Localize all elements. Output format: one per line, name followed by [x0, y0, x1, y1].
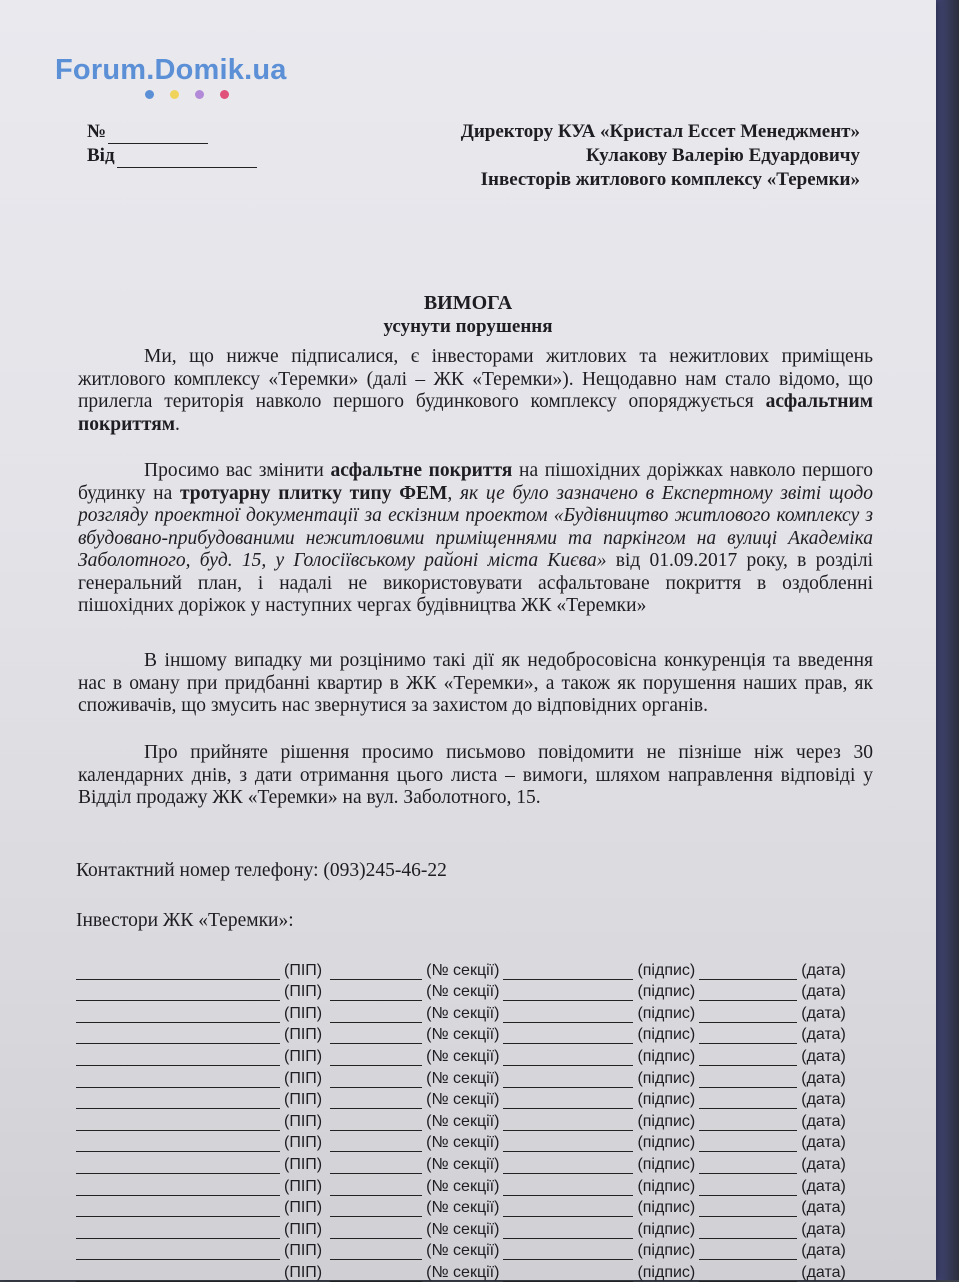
name-label: (ПІП)	[284, 1263, 323, 1281]
name-label: (ПІП)	[284, 1155, 323, 1173]
signature-blank-line	[503, 1092, 633, 1109]
signature-blank-line	[503, 1049, 633, 1066]
signature-label: (підпис)	[637, 983, 696, 1001]
signature-label: (підпис)	[637, 1155, 696, 1173]
section-label: (№ секції)	[426, 1069, 500, 1087]
section-blank-line	[330, 1071, 422, 1088]
date-label: (дата)	[801, 1134, 846, 1152]
date-label: Від	[87, 145, 115, 166]
addressee-block	[461, 120, 860, 192]
contact-phone-line: Контактний номер телефону: (093)245-46-22	[76, 860, 447, 881]
signature-blank-line	[503, 1243, 633, 1260]
signature-row	[76, 980, 876, 1002]
section-label: (№ секції)	[426, 1004, 500, 1022]
signature-row	[76, 1152, 876, 1174]
addressee-line: Інвесторів житлового комплексу «Теремки»	[480, 169, 860, 190]
bold-phrase: асфальтне покриття	[330, 460, 513, 481]
name-label: (ПІП)	[284, 1242, 323, 1260]
section-blank-line	[330, 1092, 422, 1109]
watermark-dot	[195, 90, 204, 99]
date-blank-line	[699, 1243, 797, 1260]
date-label: (дата)	[801, 1112, 846, 1130]
signature-row	[76, 1066, 876, 1088]
section-blank-line	[330, 1114, 422, 1131]
date-label: (дата)	[801, 1004, 846, 1022]
date-label: (дата)	[801, 1177, 846, 1195]
paragraph-4: Про прийняте рішення просимо письмово повідомити не пізніше ніж через 30 календарних днів, з дати отримання цього листа – вимоги, шляхом направлення відповіді у Відділ продажу ЖК «Теремки» на вул. Заболотного, 15.	[78, 742, 873, 808]
name-blank-line	[76, 1157, 280, 1174]
date-blank-line	[699, 1179, 797, 1196]
date-label: (дата)	[801, 1155, 846, 1173]
addressee-line: Директору КУА «Кристал Ессет Менеджмент»	[460, 121, 860, 142]
date-blank-line	[699, 1071, 797, 1088]
signature-blank-line	[503, 984, 633, 1001]
signature-label: (підпис)	[637, 1199, 696, 1217]
paragraph-2: Просимо вас змінити асфальтне покриття на пішохідних доріжках навколо першого будинку на тротуарну плитку типу ФЕМ, як це було зазначено в Експертному звіті щодо розгляду проектної документації за ескізним проектом «Будівництво житлового комплексу з вбудовано-прибудованими нежитловими приміщеннями та паркінгом на вулиці Академіка Заболотного, буд. 15, у Голосіївському районі міста Києва» від 01.09.2017 року, в розділі генеральний план, і надалі не використовувати асфальтоване покриття в оздобленні пішохідних доріжок у наступних чергах будівництва ЖК «Теремки»	[78, 460, 873, 616]
section-label: (№ секції)	[426, 1199, 500, 1217]
name-blank-line	[76, 1092, 280, 1109]
document-title: ВИМОГА	[423, 292, 513, 314]
section-label: (№ секції)	[426, 1134, 500, 1152]
section-label: (№ секції)	[426, 1047, 500, 1065]
signature-blank-line	[503, 1265, 633, 1282]
section-label: (№ секції)	[426, 1091, 500, 1109]
section-blank-line	[330, 1157, 422, 1174]
signature-row	[76, 1217, 876, 1239]
name-blank-line	[76, 1179, 280, 1196]
paragraph-1: Ми, що нижче підписалися, є інвесторами житлових та нежитлових приміщень житлового комплексу «Теремки» (далі – ЖК «Теремки»). Нещодавно нам стало відомо, що прилегла територія навколо першого будинкового комплексу опоряджується асфальтним покриттям.	[78, 346, 873, 435]
date-blank-line	[699, 1092, 797, 1109]
bold-phrase: асфальтним покриттям	[78, 391, 873, 435]
signature-label: (підпис)	[637, 1026, 696, 1044]
watermark-dot	[170, 90, 179, 99]
signature-row	[76, 1196, 876, 1218]
name-blank-line	[76, 1114, 280, 1131]
date-blank-line	[699, 1049, 797, 1066]
date-label: (дата)	[801, 1220, 846, 1238]
name-blank-line	[76, 1071, 280, 1088]
signature-blank-line	[503, 1135, 633, 1152]
signature-blank-line	[503, 1006, 633, 1023]
date-blank-line	[699, 963, 797, 980]
signature-blank-line	[503, 1071, 633, 1088]
signature-label: (підпис)	[637, 1242, 696, 1260]
signature-label: (підпис)	[637, 1177, 696, 1195]
name-label: (ПІП)	[284, 1004, 323, 1022]
date-label: (дата)	[801, 1242, 846, 1260]
section-blank-line	[330, 1200, 422, 1217]
signature-label: (підпис)	[637, 1134, 696, 1152]
section-blank-line	[330, 1222, 422, 1239]
name-label: (ПІП)	[284, 1091, 323, 1109]
name-blank-line	[76, 1200, 280, 1217]
document-number-block	[87, 120, 257, 168]
date-blank-line	[699, 1200, 797, 1217]
paragraph-3: В іншому випадку ми розцінимо такі дії як недобросовісна конкуренція та введення нас в оману при придбанні квартир в ЖК «Теремки», а також як порушення наших прав, як споживачів, що змусить нас звернутися за захистом до відповідних органів.	[78, 650, 873, 716]
investors-label: Інвестори ЖК «Теремки»:	[76, 910, 294, 931]
name-blank-line	[76, 963, 280, 980]
name-blank-line	[76, 1049, 280, 1066]
name-label: (ПІП)	[284, 1112, 323, 1130]
date-label: (дата)	[801, 1069, 846, 1087]
signature-blank-line	[503, 1157, 633, 1174]
section-label: (№ секції)	[426, 1177, 500, 1195]
name-label: (ПІП)	[284, 1069, 323, 1087]
section-label: (№ секції)	[426, 961, 500, 979]
signature-label: (підпис)	[637, 1047, 696, 1065]
section-label: (№ секції)	[426, 1220, 500, 1238]
date-blank-line	[699, 1114, 797, 1131]
name-label: (ПІП)	[284, 983, 323, 1001]
date-blank-line	[699, 1157, 797, 1174]
date-blank-line	[117, 149, 257, 168]
name-label: (ПІП)	[284, 1134, 323, 1152]
name-label: (ПІП)	[284, 1199, 323, 1217]
name-blank-line	[76, 1135, 280, 1152]
name-label: (ПІП)	[284, 1177, 323, 1195]
watermark-dot	[220, 90, 229, 99]
number-label: №	[87, 121, 107, 142]
document-subtitle: усунути порушення	[383, 316, 553, 337]
date-label: (дата)	[801, 983, 846, 1001]
section-blank-line	[330, 1027, 422, 1044]
section-blank-line	[330, 1006, 422, 1023]
name-label: (ПІП)	[284, 961, 323, 979]
name-blank-line	[76, 1027, 280, 1044]
signature-label: (підпис)	[637, 1091, 696, 1109]
date-blank-line	[699, 984, 797, 1001]
signature-row	[76, 1174, 876, 1196]
date-label: (дата)	[801, 961, 846, 979]
name-blank-line	[76, 1006, 280, 1023]
section-blank-line	[330, 1243, 422, 1260]
signature-blank-line	[503, 1114, 633, 1131]
name-label: (ПІП)	[284, 1026, 323, 1044]
signature-blank-line	[503, 1179, 633, 1196]
date-label: (дата)	[801, 1091, 846, 1109]
section-blank-line	[330, 984, 422, 1001]
section-blank-line	[330, 963, 422, 980]
signature-row	[76, 1260, 876, 1282]
signature-row	[76, 1001, 876, 1023]
section-blank-line	[330, 1135, 422, 1152]
section-blank-line	[330, 1049, 422, 1066]
signature-table	[76, 958, 876, 1282]
section-label: (№ секції)	[426, 1242, 500, 1260]
date-label: (дата)	[801, 1047, 846, 1065]
section-blank-line	[330, 1179, 422, 1196]
signature-label: (підпис)	[637, 1069, 696, 1087]
watermark-logo: Forum.Domik.ua	[55, 54, 287, 86]
signature-row	[76, 1044, 876, 1066]
addressee-line: Кулакову Валерію Едуардовичу	[585, 145, 860, 166]
signature-row	[76, 1109, 876, 1131]
watermark-dots	[145, 90, 229, 99]
section-label: (№ секції)	[426, 983, 500, 1001]
date-label: (дата)	[801, 1026, 846, 1044]
italic-citation: , як це було зазначено в Експертному звіті щодо розгляду проектної документації за ескізним проектом «Будівництво житлового комплексу з вбудовано-прибудованими нежитловими приміщеннями та паркінгом на вулиці Академіка Заболотного, буд. 15, у Голосіївському районі міста Києва»	[78, 482, 873, 571]
date-blank-line	[699, 1006, 797, 1023]
name-label: (ПІП)	[284, 1220, 323, 1238]
date-label: (дата)	[801, 1263, 846, 1281]
date-blank-line	[699, 1222, 797, 1239]
section-blank-line	[330, 1265, 422, 1282]
signature-row	[76, 1023, 876, 1045]
name-label: (ПІП)	[284, 1047, 323, 1065]
number-blank-line	[108, 125, 208, 144]
date-label: (дата)	[801, 1199, 846, 1217]
section-label: (№ секції)	[426, 1155, 500, 1173]
signature-row	[76, 1088, 876, 1110]
signature-label: (підпис)	[637, 1004, 696, 1022]
date-blank-line	[699, 1027, 797, 1044]
signature-row	[76, 958, 876, 980]
signature-row	[76, 1239, 876, 1261]
signature-label: (підпис)	[637, 1220, 696, 1238]
name-blank-line	[76, 1222, 280, 1239]
signature-blank-line	[503, 963, 633, 980]
section-label: (№ секції)	[426, 1263, 500, 1281]
date-blank-line	[699, 1135, 797, 1152]
name-blank-line	[76, 1265, 280, 1282]
watermark-dot	[145, 90, 154, 99]
signature-blank-line	[503, 1222, 633, 1239]
signature-row	[76, 1131, 876, 1153]
section-label: (№ секції)	[426, 1112, 500, 1130]
signature-blank-line	[503, 1200, 633, 1217]
signature-label: (підпис)	[637, 1263, 696, 1281]
bold-phrase: тротуарну плитку типу ФЕМ	[179, 482, 448, 504]
signature-label: (підпис)	[637, 961, 696, 979]
name-blank-line	[76, 1243, 280, 1260]
name-blank-line	[76, 984, 280, 1001]
date-blank-line	[699, 1265, 797, 1282]
section-label: (№ секції)	[426, 1026, 500, 1044]
signature-label: (підпис)	[637, 1112, 696, 1130]
signature-blank-line	[503, 1027, 633, 1044]
